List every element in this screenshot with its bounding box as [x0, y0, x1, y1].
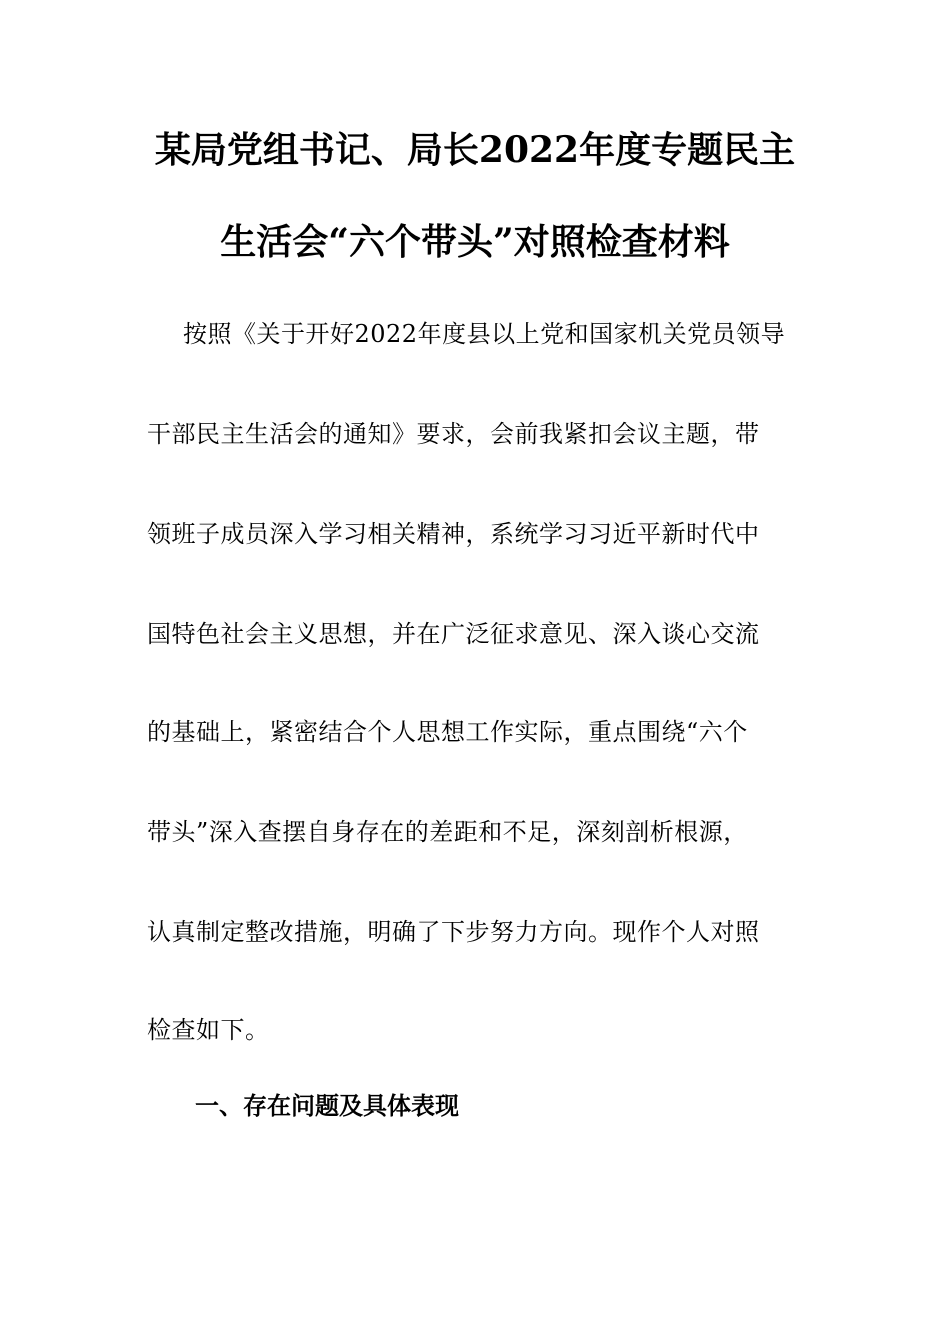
body-paragraph-line: 干部民主生活会的通知》要求，会前我紧扣会议主题，带 — [147, 420, 760, 448]
body-paragraph-line: 带头”深入查摆自身存在的差距和不足，深刻剖析根源， — [147, 818, 748, 846]
section-heading: 一、存在问题及具体表现 — [195, 1091, 459, 1120]
body-paragraph-line: 按照《关于开好2022年度县以上党和国家机关党员领导 — [183, 320, 786, 348]
body-paragraph-line: 领班子成员深入学习相关精神，系统学习习近平新时代中 — [147, 520, 760, 548]
body-paragraph-line: 认真制定整改措施，明确了下步努力方向。现作个人对照 — [147, 918, 760, 946]
document-title-line-1: 某局党组书记、局长2022年度专题民主 — [154, 129, 796, 171]
body-paragraph-line: 检查如下。 — [147, 1016, 270, 1044]
document-title-line-2: 生活会“六个带头”对照检查材料 — [220, 221, 730, 263]
body-paragraph-line: 的基础上，紧密结合个人思想工作实际，重点围绕“六个 — [147, 718, 748, 746]
body-paragraph-line: 国特色社会主义思想，并在广泛征求意见、深入谈心交流 — [147, 620, 760, 648]
